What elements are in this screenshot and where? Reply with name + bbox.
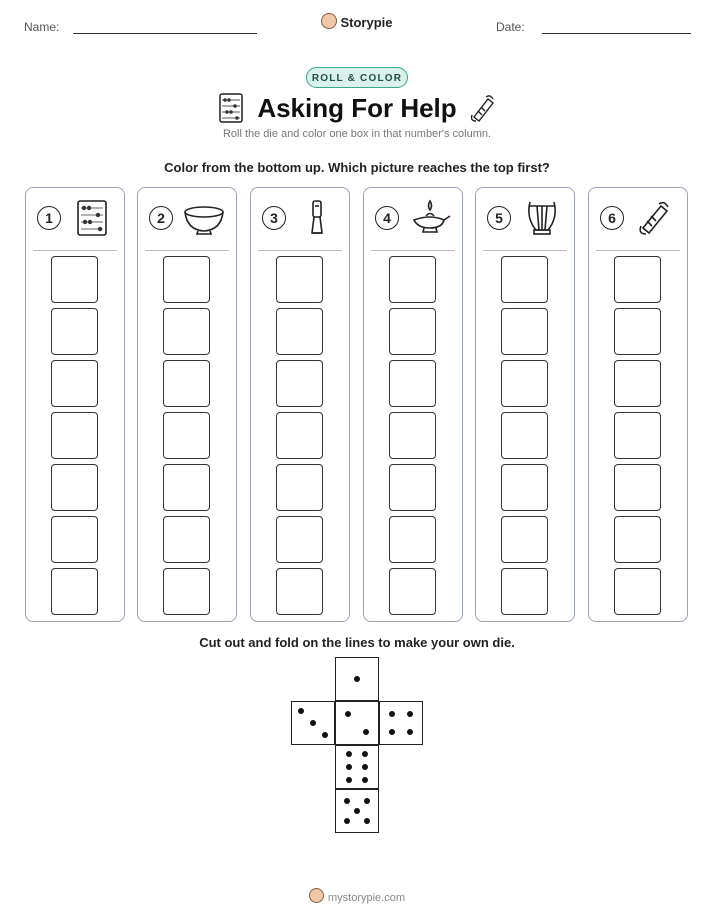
color-box[interactable] xyxy=(614,516,661,563)
color-box[interactable] xyxy=(389,464,436,511)
instruction-text: Color from the bottom up. Which picture reaches the top first? xyxy=(164,160,550,175)
column-number: 5 xyxy=(487,206,511,230)
name-label: Name: xyxy=(24,20,60,34)
color-box[interactable] xyxy=(389,568,436,615)
color-box[interactable] xyxy=(276,464,323,511)
color-box[interactable] xyxy=(163,308,210,355)
die-face-6 xyxy=(335,745,379,789)
column-5 xyxy=(475,187,575,622)
date-label: Date: xyxy=(496,20,525,34)
color-box[interactable] xyxy=(501,568,548,615)
chisel-icon xyxy=(295,198,339,238)
subtitle: Roll the die and color one box in that number's column. xyxy=(222,128,492,140)
color-box[interactable] xyxy=(51,256,98,303)
die-pip xyxy=(362,777,368,783)
die-pip xyxy=(363,729,369,735)
die-face-4 xyxy=(379,701,423,745)
die-pip xyxy=(362,764,368,770)
die-pip xyxy=(298,708,304,714)
die-face-2 xyxy=(335,701,379,745)
color-box[interactable] xyxy=(51,308,98,355)
die-pip xyxy=(345,711,351,717)
color-box[interactable] xyxy=(501,412,548,459)
column-divider xyxy=(371,250,455,251)
brand-text: Storypie xyxy=(340,15,393,30)
color-box[interactable] xyxy=(501,308,548,355)
die-pip xyxy=(364,818,370,824)
color-box[interactable] xyxy=(614,308,661,355)
color-box[interactable] xyxy=(501,464,548,511)
die-face-1 xyxy=(335,657,379,701)
color-box[interactable] xyxy=(614,256,661,303)
column-3 xyxy=(250,187,350,622)
color-box[interactable] xyxy=(501,256,548,303)
column-divider xyxy=(483,250,567,251)
die-pip xyxy=(346,777,352,783)
footer xyxy=(0,888,714,904)
die-pip xyxy=(310,720,316,726)
color-box[interactable] xyxy=(163,568,210,615)
column-6 xyxy=(588,187,688,622)
color-box[interactable] xyxy=(389,516,436,563)
storypie-logo-icon xyxy=(321,13,337,29)
color-box[interactable] xyxy=(501,360,548,407)
color-box[interactable] xyxy=(163,516,210,563)
color-box[interactable] xyxy=(614,360,661,407)
column-divider xyxy=(145,250,229,251)
color-box[interactable] xyxy=(51,412,98,459)
column-number: 6 xyxy=(600,206,624,230)
die-pip xyxy=(346,764,352,770)
oil-lamp-icon xyxy=(408,198,452,238)
color-box[interactable] xyxy=(276,568,323,615)
name-line[interactable] xyxy=(73,33,257,34)
color-box[interactable] xyxy=(389,412,436,459)
die-pip xyxy=(362,751,368,757)
die-pip xyxy=(346,751,352,757)
die-pip xyxy=(354,676,360,682)
color-box[interactable] xyxy=(614,464,661,511)
scroll-icon xyxy=(633,198,677,238)
date-line[interactable] xyxy=(542,33,691,34)
color-box[interactable] xyxy=(51,464,98,511)
color-box[interactable] xyxy=(389,360,436,407)
column-2 xyxy=(137,187,237,622)
die-pip xyxy=(407,711,413,717)
column-divider xyxy=(33,250,117,251)
die-pip xyxy=(389,729,395,735)
color-box[interactable] xyxy=(276,412,323,459)
footer-url: mystorypie.com xyxy=(327,892,406,904)
color-box[interactable] xyxy=(614,568,661,615)
abacus-icon xyxy=(70,198,114,238)
color-box[interactable] xyxy=(389,256,436,303)
column-4 xyxy=(363,187,463,622)
color-box[interactable] xyxy=(614,412,661,459)
storypie-logo-icon xyxy=(309,888,324,903)
column-number: 2 xyxy=(149,206,173,230)
column-divider xyxy=(596,250,680,251)
column-number: 1 xyxy=(37,206,61,230)
color-box[interactable] xyxy=(276,516,323,563)
color-box[interactable] xyxy=(163,360,210,407)
color-box[interactable] xyxy=(51,516,98,563)
brand-logo xyxy=(0,13,714,30)
color-box[interactable] xyxy=(51,568,98,615)
color-box[interactable] xyxy=(276,360,323,407)
die-pip xyxy=(364,798,370,804)
color-box[interactable] xyxy=(163,256,210,303)
color-box[interactable] xyxy=(276,256,323,303)
die-pip xyxy=(354,808,360,814)
color-box[interactable] xyxy=(163,412,210,459)
die-pip xyxy=(344,798,350,804)
die-pip xyxy=(389,711,395,717)
scroll-icon xyxy=(468,93,496,123)
page-title: Asking For Help xyxy=(257,93,457,123)
column-1 xyxy=(25,187,125,622)
color-box[interactable] xyxy=(276,308,323,355)
column-number: 3 xyxy=(262,206,286,230)
cut-instruction: Cut out and fold on the lines to make your own die. xyxy=(199,635,515,650)
color-box[interactable] xyxy=(389,308,436,355)
die-pip xyxy=(322,732,328,738)
column-number: 4 xyxy=(375,206,399,230)
bowl-icon xyxy=(182,198,226,238)
roll-color-badge: ROLL & COLOR xyxy=(306,67,408,88)
color-box[interactable] xyxy=(163,464,210,511)
die-face-3 xyxy=(291,701,335,745)
die-pip xyxy=(344,818,350,824)
color-box[interactable] xyxy=(501,516,548,563)
color-box[interactable] xyxy=(51,360,98,407)
lyre-icon xyxy=(520,198,564,238)
die-face-5 xyxy=(335,789,379,833)
die-pip xyxy=(407,729,413,735)
column-divider xyxy=(258,250,342,251)
